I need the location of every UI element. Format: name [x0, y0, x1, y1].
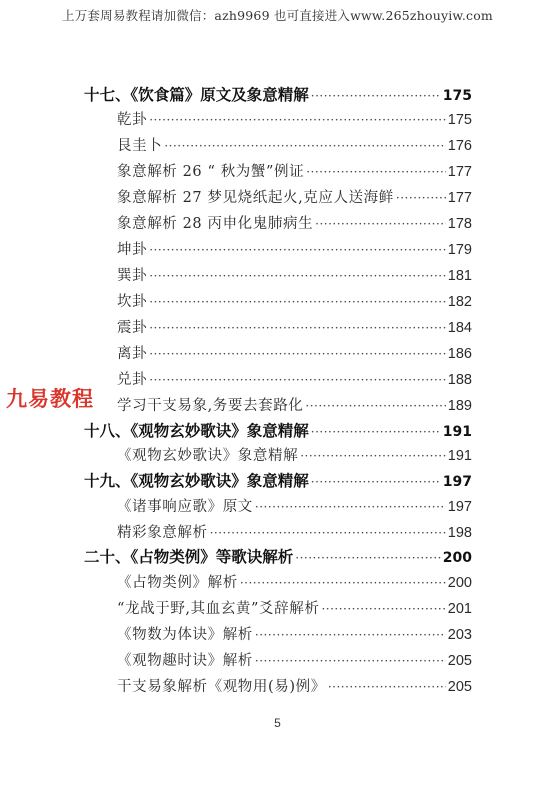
- toc-entry-page: 197: [447, 499, 472, 515]
- toc-entry-title: 象意解析 27 梦见烧纸起火,克应人送海鲜: [117, 190, 394, 206]
- toc-entry-title: 离卦: [117, 346, 148, 362]
- dot-leader: [255, 496, 446, 518]
- toc-entry-page: 200: [447, 575, 472, 591]
- dot-leader: [300, 445, 446, 467]
- toc-entry-title: “龙战于野,其血玄黄”爻辞解析: [117, 601, 320, 617]
- dot-leader: [164, 135, 445, 157]
- toc-entry-title: 兑卦: [117, 372, 148, 388]
- toc-subentry-row[interactable]: [117, 213, 472, 235]
- toc-entry-title: 二十、《占物类例》等歌诀解析: [84, 548, 294, 566]
- page-number: 5: [274, 716, 281, 730]
- toc-entry-title: 乾卦: [117, 112, 148, 128]
- toc-entry-title: 精彩象意解析: [117, 525, 208, 541]
- dot-leader: [255, 650, 446, 672]
- toc-entry-page: 200: [442, 550, 472, 566]
- toc-entry-title: 十九、《观物玄妙歌诀》象意精解: [84, 472, 309, 490]
- toc-entry-title: 《诸事响应歌》原文: [117, 499, 253, 515]
- toc-subentry-row[interactable]: [117, 676, 472, 698]
- toc-entry-title: 震卦: [117, 320, 148, 336]
- toc-subentry-row[interactable]: [117, 369, 472, 391]
- dot-leader: [149, 109, 446, 131]
- toc-subentry-row[interactable]: [117, 109, 472, 131]
- toc-entry-title: 《物数为体诀》解析: [117, 627, 253, 643]
- dot-leader: [311, 421, 441, 443]
- dot-leader: [149, 291, 446, 313]
- page-header: 上万套周易教程请加微信：azh9969 也可直接进入www.265zhouyiw.com: [62, 8, 493, 23]
- toc-subentry-row[interactable]: [117, 395, 472, 417]
- dot-leader: [306, 161, 446, 183]
- toc-subentry-row[interactable]: [117, 239, 472, 261]
- toc-entry-page: 191: [442, 424, 472, 440]
- toc-subentry-row[interactable]: [117, 187, 472, 209]
- dot-leader: [321, 598, 445, 620]
- toc-entry-page: 197: [442, 474, 472, 490]
- toc-entry-title: 十七、《饮食篇》原文及象意精解: [84, 86, 309, 104]
- dot-leader: [240, 572, 446, 594]
- watermark-logo: 九易教程: [6, 387, 94, 411]
- dot-leader: [305, 395, 445, 417]
- dot-leader: [149, 317, 446, 339]
- toc-chapter-row[interactable]: [84, 546, 472, 568]
- dot-leader: [396, 187, 446, 209]
- toc-entry-title: 《观物趣时诀》解析: [117, 653, 253, 669]
- toc-entry-page: 181: [447, 268, 472, 284]
- dot-leader: [311, 471, 441, 493]
- toc-entry-title: 学习干支易象,务要去套路化: [117, 398, 304, 414]
- toc-subentry-row[interactable]: [117, 496, 472, 518]
- toc-entry-page: 189: [447, 398, 472, 414]
- toc-subentry-row[interactable]: [117, 161, 472, 183]
- toc-subentry-row[interactable]: [117, 445, 472, 467]
- toc-entry-page: 176: [447, 138, 472, 154]
- toc-entry-page: 205: [447, 679, 472, 695]
- dot-leader: [149, 369, 446, 391]
- toc-entry-page: 175: [447, 112, 472, 128]
- toc-entry-page: 177: [447, 190, 472, 206]
- dot-leader: [328, 676, 446, 698]
- toc-entry-page: 198: [447, 525, 472, 541]
- toc-entry-page: 178: [447, 216, 472, 232]
- toc-subentry-row[interactable]: [117, 135, 472, 157]
- toc-subentry-row[interactable]: [117, 522, 472, 544]
- toc-entry-title: 坎卦: [117, 294, 148, 310]
- toc-entry-page: 186: [447, 346, 472, 362]
- toc-entry-page: 182: [447, 294, 472, 310]
- toc-subentry-row[interactable]: [117, 624, 472, 646]
- toc-entry-page: 191: [447, 448, 472, 464]
- toc-entry-page: 188: [447, 372, 472, 388]
- toc-entry-page: 179: [447, 242, 472, 258]
- toc-entry-title: 巽卦: [117, 268, 148, 284]
- toc-subentry-row[interactable]: [117, 598, 472, 620]
- toc-entry-page: 205: [447, 653, 472, 669]
- dot-leader: [315, 213, 446, 235]
- toc-entry-title: 《占物类例》解析: [117, 575, 238, 591]
- toc-entry-page: 203: [447, 627, 472, 643]
- dot-leader: [149, 239, 446, 261]
- toc-entry-title: 坤卦: [117, 242, 148, 258]
- toc-entry-page: 177: [447, 164, 472, 180]
- toc-entry-title: 艮圭卜: [117, 138, 163, 154]
- toc-chapter-row[interactable]: [84, 470, 472, 492]
- toc-subentry-row[interactable]: [117, 265, 472, 287]
- toc-subentry-row[interactable]: [117, 317, 472, 339]
- toc-entry-title: 十八、《观物玄妙歌诀》象意精解: [84, 422, 309, 440]
- toc-chapter-row[interactable]: [84, 84, 472, 106]
- toc-subentry-row[interactable]: [117, 650, 472, 672]
- dot-leader: [255, 624, 446, 646]
- toc-subentry-row[interactable]: [117, 291, 472, 313]
- toc-subentry-row[interactable]: [117, 343, 472, 365]
- dot-leader: [149, 265, 446, 287]
- dot-leader: [149, 343, 446, 365]
- toc-chapter-row[interactable]: [84, 420, 472, 442]
- toc-entry-title: 《观物玄妙歌诀》象意精解: [117, 448, 299, 464]
- toc-entry-title: 象意解析 28 丙申化鬼肺病生: [117, 216, 314, 232]
- dot-leader: [311, 85, 441, 107]
- toc-entry-page: 175: [442, 88, 472, 104]
- dot-leader: [295, 547, 441, 569]
- dot-leader: [210, 522, 446, 544]
- toc-entry-page: 201: [447, 601, 472, 617]
- toc-entry-title: 干支易象解析《观物用(易)例》: [117, 679, 326, 695]
- toc-entry-title: 象意解析 26 “ 秋为蟹”例证: [117, 164, 305, 180]
- toc-subentry-row[interactable]: [117, 572, 472, 594]
- toc-entry-page: 184: [447, 320, 472, 336]
